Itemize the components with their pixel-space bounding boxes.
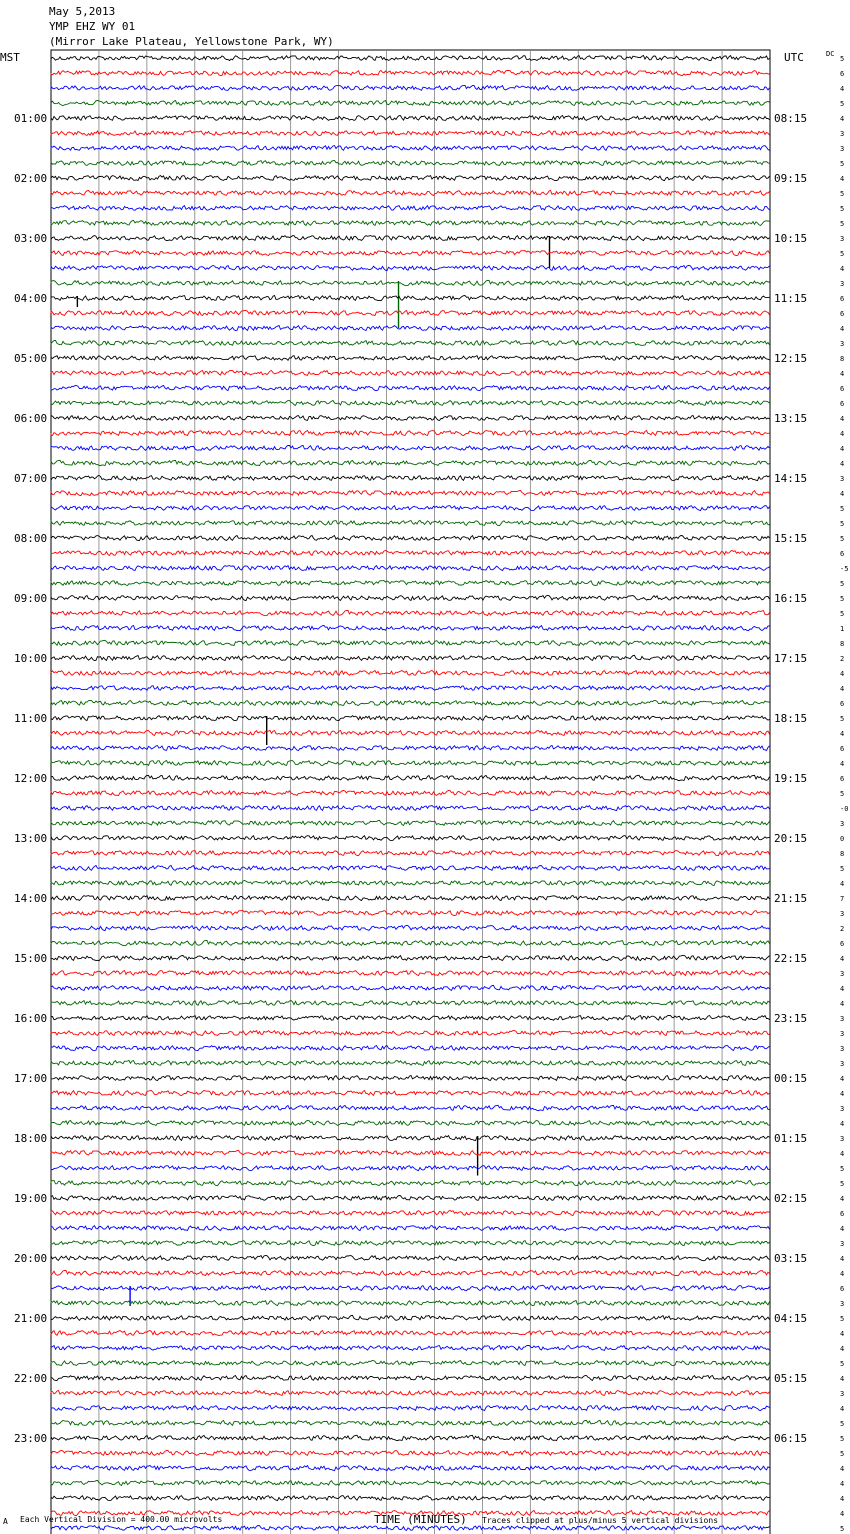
right-hour-label: 06:15 xyxy=(774,1432,808,1445)
dc-offset-value: 5 xyxy=(840,250,845,258)
trace-green xyxy=(51,581,770,586)
dc-offset-value: 6 xyxy=(840,310,845,318)
trace-black xyxy=(51,1076,770,1081)
dc-offset-value: 3 xyxy=(840,475,845,483)
trace-blue xyxy=(51,866,770,871)
trace-black xyxy=(51,1435,770,1440)
trace-black xyxy=(51,716,770,721)
dc-offset-value: 4 xyxy=(840,430,845,438)
dc-offset-value: 5 xyxy=(840,205,845,213)
dc-offset-value: 2 xyxy=(840,655,845,663)
left-hour-label: 01:00 xyxy=(14,112,48,125)
trace-blue xyxy=(51,326,770,331)
dc-offset-value: 5 xyxy=(840,535,845,543)
right-hour-label: 04:15 xyxy=(774,1312,808,1325)
dc-offset-value: 7 xyxy=(840,895,845,903)
dc-offset-value: 6 xyxy=(840,550,845,558)
dc-offset-value: 3 xyxy=(840,145,845,153)
left-hour-label: 11:00 xyxy=(14,712,48,725)
dc-offset-value: 3 xyxy=(840,1015,845,1023)
dc-offset-value: 4 xyxy=(840,1075,845,1083)
left-hour-label: 12:00 xyxy=(14,772,48,785)
dc-offset-value: 5 xyxy=(840,55,845,63)
right-hour-label: 01:15 xyxy=(774,1132,808,1145)
dc-offset-value: 6 xyxy=(840,940,845,948)
trace-green xyxy=(51,880,770,885)
dc-offset-value: 3 xyxy=(840,130,845,138)
left-hour-label: 17:00 xyxy=(14,1072,48,1085)
dc-offset-value: 5 xyxy=(840,1315,845,1323)
trace-blue xyxy=(51,1406,770,1411)
left-hour-label: 13:00 xyxy=(14,832,48,845)
dc-offset-value: 4 xyxy=(840,730,845,738)
right-hour-label: 09:15 xyxy=(774,172,808,185)
dc-offset-value: 5 xyxy=(840,610,845,618)
dc-offset-value: 4 xyxy=(840,1195,845,1203)
trace-black xyxy=(51,476,770,481)
header-station: YMP EHZ WY 01 xyxy=(49,20,136,33)
trace-green xyxy=(51,220,770,225)
trace-black xyxy=(51,236,770,241)
dc-offset-value: 6 xyxy=(840,1285,845,1293)
trace-green xyxy=(51,1241,770,1246)
dc-offset-value: 4 xyxy=(840,1495,845,1503)
dc-offset-value: 4 xyxy=(840,1120,845,1128)
left-hour-label: 08:00 xyxy=(14,532,48,545)
dc-offset-value: 8 xyxy=(840,640,845,648)
trace-green xyxy=(51,941,770,946)
trace-red xyxy=(51,1331,770,1336)
trace-blue xyxy=(51,1345,770,1350)
left-hour-label: 23:00 xyxy=(14,1432,48,1445)
left-hour-label: 19:00 xyxy=(14,1192,48,1205)
right-hour-label: 05:15 xyxy=(774,1372,808,1385)
left-hour-label: 18:00 xyxy=(14,1132,48,1145)
trace-black xyxy=(51,116,770,121)
dc-label: DC xyxy=(826,50,835,58)
trace-black xyxy=(51,1315,770,1320)
trace-green xyxy=(51,1361,770,1366)
trace-blue xyxy=(51,506,770,511)
trace-red xyxy=(51,671,770,676)
trace-blue xyxy=(51,266,770,271)
trace-green xyxy=(51,761,770,766)
trace-blue xyxy=(51,746,770,751)
header-location: (Mirror Lake Plateau, Yellowstone Park, WY) xyxy=(49,35,334,48)
dc-offset-value: 4 xyxy=(840,1000,845,1008)
right-hour-label: 08:15 xyxy=(774,112,808,125)
trace-black xyxy=(51,836,770,841)
trace-red xyxy=(51,1271,770,1276)
dc-offset-value: 5 xyxy=(840,190,845,198)
dc-offset-value: 6 xyxy=(840,385,845,393)
trace-black xyxy=(51,955,770,960)
right-hour-label: 15:15 xyxy=(774,532,808,545)
dc-offset-value: 6 xyxy=(840,1210,845,1218)
dc-offset-value: 5 xyxy=(840,1420,845,1428)
dc-offset-value: 4 xyxy=(840,1510,845,1518)
trace-red xyxy=(51,1150,770,1155)
right-hour-label: 13:15 xyxy=(774,412,808,425)
right-hour-label: 17:15 xyxy=(774,652,808,665)
trace-blue xyxy=(51,1285,770,1290)
scale-note: Each Vertical Division = 400.00 microvolts xyxy=(20,1515,223,1524)
trace-black xyxy=(51,296,770,301)
right-hour-label: 21:15 xyxy=(774,892,808,905)
left-hour-label: 15:00 xyxy=(14,952,48,965)
dc-offset-value: 4 xyxy=(840,1225,845,1233)
dc-offset-value: 5 xyxy=(840,715,845,723)
trace-red xyxy=(51,490,770,495)
trace-red xyxy=(51,1210,770,1215)
trace-green xyxy=(51,1061,770,1066)
dc-offset-value: 5 xyxy=(840,520,845,528)
dc-offset-value: 4 xyxy=(840,85,845,93)
trace-green xyxy=(51,1001,770,1006)
grid xyxy=(51,50,770,1534)
left-hour-label: 04:00 xyxy=(14,292,48,305)
dc-offset-value: 5 xyxy=(840,100,845,108)
dc-offset-value: 5 xyxy=(840,1180,845,1188)
dc-offset-value: 4 xyxy=(840,1405,845,1413)
left-hour-label: 20:00 xyxy=(14,1252,48,1265)
trace-black xyxy=(51,655,770,660)
dc-offset-value: 5 xyxy=(840,505,845,513)
right-hour-label: 14:15 xyxy=(774,472,808,485)
right-hour-label: 16:15 xyxy=(774,592,808,605)
dc-offset-value: 4 xyxy=(840,1255,845,1263)
dc-offset-value: 3 xyxy=(840,1105,845,1113)
right-hour-label: 11:15 xyxy=(774,292,808,305)
traces xyxy=(51,56,770,1534)
trace-green xyxy=(51,1480,770,1485)
left-hour-label: 16:00 xyxy=(14,1012,48,1025)
dc-offset-value: 4 xyxy=(840,370,845,378)
trace-blue xyxy=(51,1226,770,1231)
dc-offset-value: 5 xyxy=(840,790,845,798)
trace-black xyxy=(51,1256,770,1261)
trace-black xyxy=(51,1196,770,1201)
dc-offset-value: 5 xyxy=(840,865,845,873)
trace-red xyxy=(51,370,770,375)
dc-offset-value: 4 xyxy=(840,415,845,423)
dc-offset-value: 4 xyxy=(840,1270,845,1278)
dc-offset-value: 3 xyxy=(840,1300,845,1308)
trace-green xyxy=(51,100,770,105)
trace-black xyxy=(51,56,770,61)
trace-red xyxy=(51,1031,770,1036)
dc-offset-value: 5 xyxy=(840,220,845,228)
right-hour-label: 00:15 xyxy=(774,1072,808,1085)
dc-offset-value: 3 xyxy=(840,340,845,348)
dc-offset-value: 4 xyxy=(840,1480,845,1488)
dc-offset-value: 4 xyxy=(840,1375,845,1383)
trace-green xyxy=(51,820,770,825)
dc-offset-value: 4 xyxy=(840,1345,845,1353)
right-hour-label: 03:15 xyxy=(774,1252,808,1265)
dc-offset-value: 6 xyxy=(840,745,845,753)
trace-black xyxy=(51,1136,770,1141)
right-hour-label: 02:15 xyxy=(774,1192,808,1205)
dc-offset-value: 3 xyxy=(840,1390,845,1398)
trace-green xyxy=(51,700,770,705)
trace-black xyxy=(51,775,770,780)
left-hour-label: 03:00 xyxy=(14,232,48,245)
right-hour-label: 19:15 xyxy=(774,772,808,785)
dc-offset-value: 3 xyxy=(840,235,845,243)
trace-green xyxy=(51,281,770,286)
left-hour-label: 05:00 xyxy=(14,352,48,365)
dc-offset-value: 5 xyxy=(840,1360,845,1368)
trace-green xyxy=(51,340,770,345)
dc-offset-value: 5 xyxy=(840,595,845,603)
trace-red xyxy=(51,911,770,916)
dc-offset-value: 3 xyxy=(840,1135,845,1143)
dc-offset-value: 4 xyxy=(840,985,845,993)
trace-red xyxy=(51,971,770,976)
trace-red xyxy=(51,1391,770,1396)
trace-blue xyxy=(51,1166,770,1171)
dc-offset-value: 3 xyxy=(840,970,845,978)
trace-green xyxy=(51,1301,770,1306)
trace-blue xyxy=(51,386,770,391)
trace-black xyxy=(51,596,770,601)
trace-blue xyxy=(51,146,770,151)
left-hour-label: 21:00 xyxy=(14,1312,48,1325)
trace-blue xyxy=(51,206,770,211)
dc-offset-value: 2 xyxy=(840,925,845,933)
plot-frame xyxy=(51,50,770,1534)
trace-blue xyxy=(51,985,770,990)
left-hour-label: 02:00 xyxy=(14,172,48,185)
trace-red xyxy=(51,190,770,195)
trace-red xyxy=(51,731,770,736)
dc-offset-value: 4 xyxy=(840,1330,845,1338)
trace-green xyxy=(51,1420,770,1425)
trace-black xyxy=(51,416,770,421)
trace-red xyxy=(51,790,770,795)
trace-blue xyxy=(51,1105,770,1110)
dc-offset-value: -5 xyxy=(840,565,849,573)
trace-blue xyxy=(51,686,770,691)
dc-offset-value: -0 xyxy=(840,805,849,813)
trace-blue xyxy=(51,806,770,811)
dc-offset-value: 4 xyxy=(840,955,845,963)
trace-red xyxy=(51,1090,770,1095)
trace-blue xyxy=(51,1046,770,1051)
trace-black xyxy=(51,896,770,901)
left-timezone-label: MST xyxy=(0,51,20,64)
trace-green xyxy=(51,640,770,645)
trace-red xyxy=(51,431,770,436)
trace-blue xyxy=(51,926,770,931)
x-axis-title: TIME (MINUTES) xyxy=(374,1513,467,1526)
dc-offset-value: 5 xyxy=(840,1525,845,1533)
dc-offset-value: 4 xyxy=(840,265,845,273)
dc-offset-value: 6 xyxy=(840,70,845,78)
trace-red xyxy=(51,71,770,76)
trace-red xyxy=(51,131,770,136)
right-hour-label: 18:15 xyxy=(774,712,808,725)
left-hour-label: 06:00 xyxy=(14,412,48,425)
trace-blue xyxy=(51,566,770,571)
trace-black xyxy=(51,1376,770,1381)
left-hour-label: 14:00 xyxy=(14,892,48,905)
trace-green xyxy=(51,161,770,166)
dc-offset-value: 3 xyxy=(840,1240,845,1248)
dc-offset-value: 6 xyxy=(840,700,845,708)
trace-black xyxy=(51,176,770,181)
header-date: May 5,2013 xyxy=(49,5,116,18)
dc-offset-value: 4 xyxy=(840,490,845,498)
dc-offset-value: 3 xyxy=(840,1060,845,1068)
dc-offset-value: 4 xyxy=(840,175,845,183)
left-hour-label: 09:00 xyxy=(14,592,48,605)
dc-offset-value: 5 xyxy=(840,580,845,588)
trace-black xyxy=(51,536,770,541)
trace-red xyxy=(51,251,770,256)
dc-offset-value: 4 xyxy=(840,1465,845,1473)
right-hour-label: 23:15 xyxy=(774,1012,808,1025)
trace-black xyxy=(51,1015,770,1020)
dc-offset-value: 3 xyxy=(840,1030,845,1038)
dc-offset-value: 5 xyxy=(840,1165,845,1173)
left-hour-label: 07:00 xyxy=(14,472,48,485)
dc-offset-labels xyxy=(840,55,848,1534)
dc-offset-value: 8 xyxy=(840,850,845,858)
left-hour-labels xyxy=(14,112,47,1445)
right-hour-labels xyxy=(774,112,807,1445)
trace-blue xyxy=(51,626,770,631)
dc-offset-value: 3 xyxy=(840,280,845,288)
dc-offset-value: 6 xyxy=(840,775,845,783)
dc-offset-value: 5 xyxy=(840,1450,845,1458)
dc-offset-value: 4 xyxy=(840,460,845,468)
dc-offset-value: 4 xyxy=(840,880,845,888)
dc-offset-value: 4 xyxy=(840,760,845,768)
dc-offset-value: 3 xyxy=(840,1045,845,1053)
trace-red xyxy=(51,310,770,315)
trace-green xyxy=(51,521,770,526)
dc-offset-value: 4 xyxy=(840,685,845,693)
left-hour-label: 22:00 xyxy=(14,1372,48,1385)
right-hour-label: 20:15 xyxy=(774,832,808,845)
trace-blue xyxy=(51,445,770,450)
trace-black xyxy=(51,356,770,361)
dc-offset-value: 5 xyxy=(840,160,845,168)
dc-offset-value: 4 xyxy=(840,115,845,123)
trace-black xyxy=(51,1496,770,1501)
trace-red xyxy=(51,1450,770,1455)
right-hour-label: 22:15 xyxy=(774,952,808,965)
trace-green xyxy=(51,460,770,465)
dc-offset-value: 0 xyxy=(840,835,845,843)
dc-offset-value: 3 xyxy=(840,820,845,828)
dc-offset-value: 5 xyxy=(840,1435,845,1443)
dc-offset-value: 4 xyxy=(840,1150,845,1158)
dc-offset-value: 1 xyxy=(840,625,845,633)
trace-blue xyxy=(51,86,770,91)
trace-red xyxy=(51,851,770,856)
trace-blue xyxy=(51,1526,770,1531)
trace-red xyxy=(51,611,770,616)
dc-offset-value: 4 xyxy=(840,1090,845,1098)
clip-note: Traces clipped at plus/minus 5 vertical divisions xyxy=(482,1516,719,1525)
right-timezone-label: UTC xyxy=(784,51,804,64)
dc-offset-value: 6 xyxy=(840,400,845,408)
right-hour-label: 12:15 xyxy=(774,352,808,365)
right-hour-label: 10:15 xyxy=(774,232,808,245)
dc-offset-value: 8 xyxy=(840,355,845,363)
corner-mark: A xyxy=(3,1517,8,1526)
dc-offset-value: 4 xyxy=(840,670,845,678)
trace-blue xyxy=(51,1466,770,1471)
trace-red xyxy=(51,550,770,555)
dc-offset-value: 4 xyxy=(840,325,845,333)
left-hour-label: 10:00 xyxy=(14,652,48,665)
dc-offset-value: 6 xyxy=(840,295,845,303)
dc-offset-value: 3 xyxy=(840,910,845,918)
trace-green xyxy=(51,1181,770,1186)
trace-green xyxy=(51,401,770,406)
dc-offset-value: 4 xyxy=(840,445,845,453)
trace-green xyxy=(51,1120,770,1125)
